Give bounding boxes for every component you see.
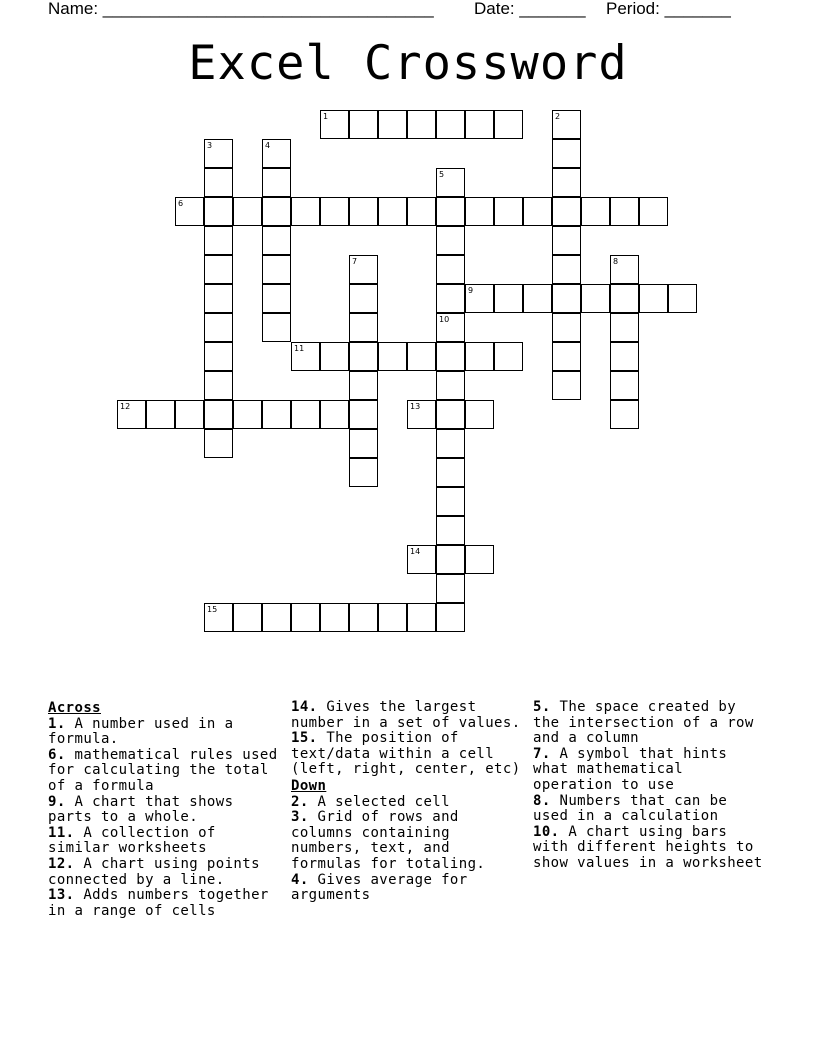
crossword-cell[interactable] <box>349 197 378 226</box>
crossword-cell[interactable] <box>204 603 233 632</box>
crossword-cell[interactable] <box>204 168 233 197</box>
crossword-cell[interactable] <box>610 313 639 342</box>
crossword-cell[interactable] <box>378 603 407 632</box>
clue-item-number: 15. <box>291 730 318 747</box>
clue-number: 12 <box>120 402 131 411</box>
crossword-cell[interactable] <box>320 342 349 371</box>
crossword-cell[interactable] <box>204 371 233 400</box>
clue-item-text: mathematical rules used for calculating the total of a formula <box>48 746 278 794</box>
clue-item-text: Grid of rows and columns containing numbers, text, and formulas for totaling. <box>291 809 486 872</box>
crossword-cell[interactable] <box>494 110 523 139</box>
down-clue-list <box>291 795 526 904</box>
crossword-cell[interactable] <box>436 226 465 255</box>
crossword-cell[interactable] <box>436 342 465 371</box>
clue-number: 13 <box>410 402 421 411</box>
clue-item <box>48 826 283 857</box>
clue-item-number: 9. <box>48 793 66 810</box>
crossword-cell[interactable] <box>233 197 262 226</box>
clue-item-number: 11. <box>48 824 75 841</box>
crossword-cell[interactable] <box>407 342 436 371</box>
crossword-cell[interactable] <box>378 342 407 371</box>
crossword-cell[interactable] <box>552 197 581 226</box>
clue-item-number: 10. <box>533 823 560 840</box>
crossword-cell[interactable] <box>349 371 378 400</box>
across-heading: Across <box>48 700 101 716</box>
clue-number: 2 <box>555 112 561 121</box>
crossword-cell[interactable] <box>175 197 204 226</box>
crossword-cell[interactable] <box>610 197 639 226</box>
crossword-cell[interactable] <box>146 400 175 429</box>
clue-item <box>48 857 283 888</box>
clue-item <box>533 747 768 794</box>
crossword-cell[interactable] <box>349 429 378 458</box>
crossword-cell[interactable] <box>436 429 465 458</box>
clue-item-number: 4. <box>291 871 309 888</box>
clues-column-3 <box>533 700 768 872</box>
crossword-cell[interactable] <box>407 603 436 632</box>
crossword-cell[interactable] <box>552 371 581 400</box>
crossword-cell[interactable] <box>465 400 494 429</box>
crossword-cell[interactable] <box>552 313 581 342</box>
crossword-cell[interactable] <box>320 400 349 429</box>
crossword-cell[interactable] <box>552 110 581 139</box>
crossword-cell[interactable] <box>117 400 146 429</box>
crossword-cell[interactable] <box>436 400 465 429</box>
crossword-cell[interactable] <box>349 110 378 139</box>
clues-column-1 <box>48 700 283 919</box>
clue-item <box>291 795 526 811</box>
clue-number: 11 <box>294 344 305 353</box>
clue-item <box>291 731 526 778</box>
clue-item <box>48 717 283 748</box>
crossword-cell[interactable] <box>204 429 233 458</box>
clue-item-number: 13. <box>48 887 75 904</box>
period-field[interactable]: Period: _______ <box>606 0 731 18</box>
crossword-cell[interactable] <box>378 110 407 139</box>
crossword-cell[interactable] <box>320 110 349 139</box>
clue-number: 10 <box>439 315 450 324</box>
clue-number: 1 <box>323 112 329 121</box>
clue-item-number: 12. <box>48 855 75 872</box>
down-heading: Down <box>291 777 327 794</box>
crossword-cell[interactable] <box>523 284 552 313</box>
crossword-cell[interactable] <box>523 197 552 226</box>
clue-item-text: A chart using points connected by a line. <box>48 855 260 888</box>
clue-number: 14 <box>410 547 421 556</box>
clue-item-text: The position of text/data within a cell (left, right, center, etc) <box>291 730 521 778</box>
crossword-cell[interactable] <box>465 284 494 313</box>
crossword-cell[interactable] <box>407 545 436 574</box>
crossword-cell[interactable] <box>465 197 494 226</box>
clue-number: 5 <box>439 170 445 179</box>
crossword-cell[interactable] <box>668 284 697 313</box>
crossword-cell[interactable] <box>581 284 610 313</box>
clue-item <box>291 700 526 731</box>
crossword-cell[interactable] <box>494 284 523 313</box>
crossword-cell[interactable] <box>204 226 233 255</box>
clue-item-text: Gives the largest number in a set of values. <box>291 699 521 731</box>
across-clue-list-continued <box>291 700 526 778</box>
crossword-cell[interactable] <box>233 400 262 429</box>
crossword-cell[interactable] <box>552 342 581 371</box>
clue-item <box>291 810 526 872</box>
crossword-cell[interactable] <box>291 603 320 632</box>
crossword-cell[interactable] <box>175 400 204 429</box>
crossword-cell[interactable] <box>610 342 639 371</box>
clue-item-number: 3. <box>291 809 309 826</box>
date-field[interactable]: Date: _______ <box>474 0 586 18</box>
crossword-cell[interactable] <box>494 342 523 371</box>
crossword-cell[interactable] <box>436 313 465 342</box>
crossword-cell[interactable] <box>436 371 465 400</box>
crossword-cell[interactable] <box>436 284 465 313</box>
clue-number: 8 <box>613 257 619 266</box>
crossword-cell[interactable] <box>552 226 581 255</box>
page-title: Excel Crossword <box>188 36 628 91</box>
crossword-cell[interactable] <box>436 516 465 545</box>
clue-item-number: 2. <box>291 793 309 810</box>
clue-item-number: 1. <box>48 715 66 732</box>
crossword-cell[interactable] <box>349 342 378 371</box>
crossword-cell[interactable] <box>552 284 581 313</box>
clue-item-text: Gives average for arguments <box>291 871 468 904</box>
name-field[interactable]: Name: ___________________________________ <box>48 0 434 18</box>
crossword-cell[interactable] <box>639 197 668 226</box>
crossword-cell[interactable] <box>436 603 465 632</box>
clue-item-number: 14. <box>291 699 318 715</box>
clue-number: 6 <box>178 199 184 208</box>
crossword-cell[interactable] <box>262 197 291 226</box>
crossword-cell[interactable] <box>436 458 465 487</box>
clue-item-text: A selected cell <box>308 793 450 810</box>
clue-item <box>533 825 768 872</box>
clue-item-text: Numbers that can be used in a calculation <box>533 792 728 825</box>
crossword-cell[interactable] <box>204 284 233 313</box>
crossword-cell[interactable] <box>204 255 233 284</box>
crossword-cell[interactable] <box>262 603 291 632</box>
crossword-cell[interactable] <box>581 197 610 226</box>
clue-item-text: The space created by the intersection of a row and a column <box>533 699 754 747</box>
crossword-cell[interactable] <box>262 284 291 313</box>
crossword-cell[interactable] <box>465 342 494 371</box>
crossword-cell[interactable] <box>204 400 233 429</box>
crossword-cell[interactable] <box>465 110 494 139</box>
clue-item-text: A chart using bars with different heights to show values in a worksheet <box>533 823 763 871</box>
crossword-cell[interactable] <box>465 545 494 574</box>
crossword-cell[interactable] <box>320 197 349 226</box>
crossword-cell[interactable] <box>349 400 378 429</box>
crossword-cell[interactable] <box>610 255 639 284</box>
crossword-cell[interactable] <box>233 603 262 632</box>
crossword-cell[interactable] <box>349 458 378 487</box>
crossword-cell[interactable] <box>349 255 378 284</box>
crossword-cell[interactable] <box>436 487 465 516</box>
crossword-cell[interactable] <box>262 313 291 342</box>
clue-number: 15 <box>207 605 218 614</box>
crossword-cell[interactable] <box>436 197 465 226</box>
crossword-cell[interactable] <box>349 603 378 632</box>
clue-number: 4 <box>265 141 271 150</box>
crossword-cell[interactable] <box>349 284 378 313</box>
crossword-cell[interactable] <box>552 168 581 197</box>
crossword-cell[interactable] <box>436 168 465 197</box>
crossword-cell[interactable] <box>407 110 436 139</box>
clue-number: 9 <box>468 286 474 295</box>
clue-number: 7 <box>352 257 358 266</box>
clue-item-number: 6. <box>48 746 66 763</box>
crossword-cell[interactable] <box>552 139 581 168</box>
clue-item-number: 8. <box>533 792 551 809</box>
clue-item-text: A number used in a formula. <box>48 715 234 748</box>
crossword-cell[interactable] <box>436 574 465 603</box>
clue-item <box>48 795 283 826</box>
crossword-cell[interactable] <box>407 400 436 429</box>
crossword-cell[interactable] <box>610 371 639 400</box>
crossword-cell[interactable] <box>639 284 668 313</box>
crossword-cell[interactable] <box>436 255 465 284</box>
clue-item-text: A chart that shows parts to a whole. <box>48 793 234 826</box>
crossword-cell[interactable] <box>436 110 465 139</box>
clue-item-number: 7. <box>533 745 551 762</box>
clue-item-text: Adds numbers together in a range of cells <box>48 887 269 919</box>
crossword-cell[interactable] <box>262 400 291 429</box>
crossword-cell[interactable] <box>262 226 291 255</box>
crossword-cell[interactable] <box>494 197 523 226</box>
crossword-cell[interactable] <box>262 139 291 168</box>
crossword-cell[interactable] <box>204 342 233 371</box>
clue-item-text: A symbol that hints what mathematical operation to use <box>533 745 728 793</box>
clue-item <box>291 873 526 904</box>
crossword-cell[interactable] <box>610 284 639 313</box>
crossword-cell[interactable] <box>291 400 320 429</box>
crossword-cell[interactable] <box>436 545 465 574</box>
crossword-cell[interactable] <box>610 400 639 429</box>
across-clue-list <box>48 717 283 920</box>
clues-column-2 <box>291 700 526 904</box>
crossword-cell[interactable] <box>291 342 320 371</box>
crossword-cell[interactable] <box>291 197 320 226</box>
clue-item <box>48 748 283 795</box>
crossword-cell[interactable] <box>204 197 233 226</box>
crossword-cell[interactable] <box>204 313 233 342</box>
down-clue-list-continued <box>533 700 768 872</box>
clue-item <box>48 888 283 919</box>
crossword-cell[interactable] <box>262 255 291 284</box>
crossword-cell[interactable] <box>378 197 407 226</box>
crossword-cell[interactable] <box>407 197 436 226</box>
crossword-cell[interactable] <box>552 255 581 284</box>
crossword-cell[interactable] <box>320 603 349 632</box>
clue-item <box>533 700 768 747</box>
clue-item-text: A collection of similar worksheets <box>48 824 216 857</box>
clue-item <box>533 794 768 825</box>
crossword-cell[interactable] <box>349 313 378 342</box>
clue-number: 3 <box>207 141 213 150</box>
crossword-cell[interactable] <box>262 168 291 197</box>
crossword-cell[interactable] <box>204 139 233 168</box>
clue-item-number: 5. <box>533 699 551 715</box>
